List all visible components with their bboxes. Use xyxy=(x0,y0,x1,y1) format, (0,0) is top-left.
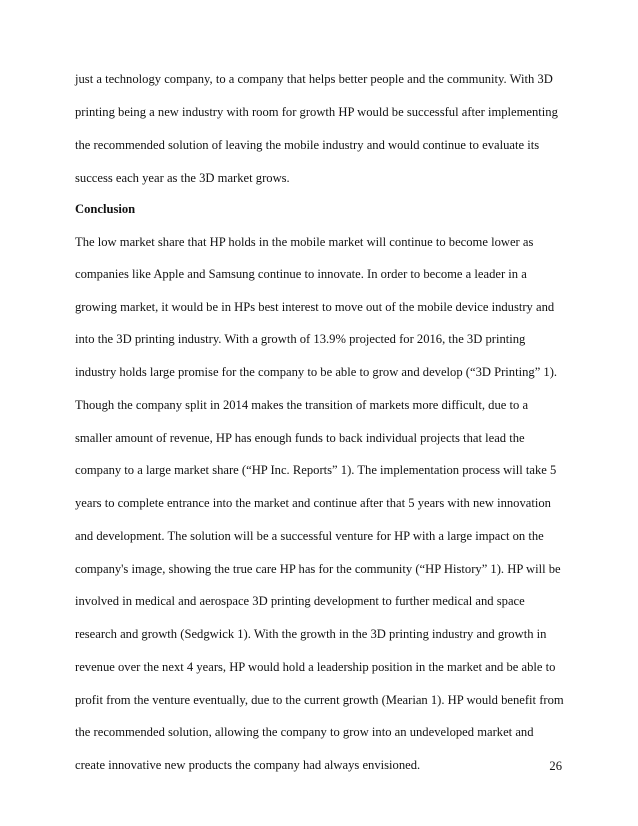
paragraph-line: company's image, showing the true care HP has for the community (“HP History” 1). HP will be xyxy=(75,562,561,576)
paragraph-line: growing market, it would be in HPs best interest to move out of the mobile device industry and xyxy=(75,300,555,314)
paragraph-line: success each year as the 3D market grows. xyxy=(75,171,290,185)
paragraph-line: and development. The solution will be a successful venture for HP with a large impact on the xyxy=(75,529,544,543)
page-number: 26 xyxy=(549,759,562,773)
paragraph-line: the recommended solution of leaving the mobile industry and would continue to evaluate its xyxy=(75,138,540,152)
paragraph-line: The low market share that HP holds in the mobile market will continue to become lower as xyxy=(75,235,534,249)
paragraph-line: just a technology company, to a company that helps better people and the community. With 3D xyxy=(75,72,553,86)
section-heading: Conclusion xyxy=(75,202,136,216)
paragraph-line: company to a large market share (“HP Inc. Reports” 1). The implementation process will take 5 xyxy=(75,463,557,477)
paragraph-line: industry holds large promise for the company to be able to grow and develop (“3D Printing” 1). xyxy=(75,365,558,379)
paragraph-line: create innovative new products the company had always envisioned. xyxy=(75,758,421,772)
paragraph-line: involved in medical and aerospace 3D printing development to further medical and space xyxy=(75,594,525,608)
paragraph-line: profit from the venture eventually, due to the current growth (Mearian 1). HP would benefit from xyxy=(75,693,564,707)
paragraph-line: years to complete entrance into the market and continue after that 5 years with new innovation xyxy=(75,496,551,510)
paragraph-line: Though the company split in 2014 makes the transition of markets more difficult, due to a xyxy=(75,398,529,412)
paragraph-line: printing being a new industry with room for growth HP would be successful after implementing xyxy=(75,105,558,119)
paragraph-line: revenue over the next 4 years, HP would hold a leadership position in the market and be able to xyxy=(75,660,556,674)
paragraph-line: smaller amount of revenue, HP has enough funds to back individual projects that lead the xyxy=(75,431,525,445)
paragraph-line: research and growth (Sedgwick 1). With the growth in the 3D printing industry and growth in xyxy=(75,627,547,641)
paragraph-line: into the 3D printing industry. With a growth of 13.9% projected for 2016, the 3D printing xyxy=(75,332,526,346)
paragraph-line: companies like Apple and Samsung continue to innovate. In order to become a leader in a xyxy=(75,267,527,281)
paragraph-line: the recommended solution, allowing the company to grow into an undeveloped market and xyxy=(75,725,534,739)
